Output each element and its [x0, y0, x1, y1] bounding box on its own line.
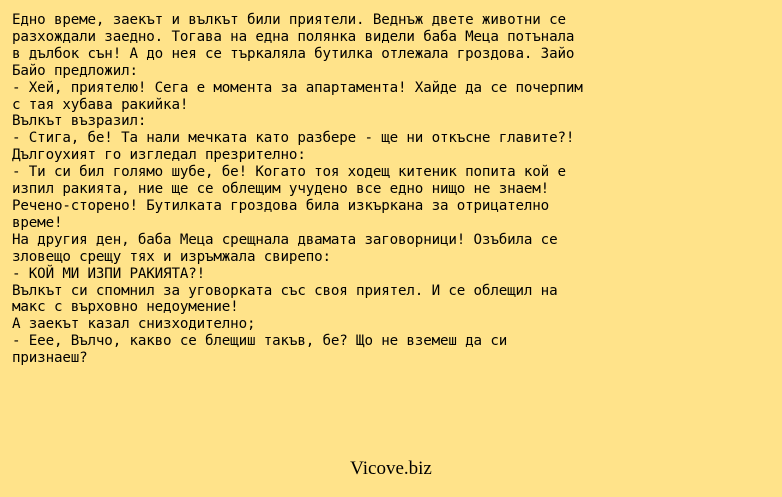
text-line: зловещо срещу тях и изръмжала свирепо: [12, 248, 331, 265]
text-line: - КОЙ МИ ИЗПИ РАКИЯТА?! [12, 265, 206, 282]
text-line: макс с върховно недоумение! [12, 299, 239, 316]
text-line: А заекът казал снизходително; [12, 316, 256, 333]
text-line: Дългоухият го изгледал презрително: [12, 147, 306, 164]
text-line: Вълкът възразил: [12, 113, 147, 130]
text-line: време! [12, 214, 63, 231]
text-line: изпил ракията, ние ще се облещим учудено все едно нищо не знаем! [12, 181, 550, 198]
text-line: Вълкът си спомнил за уговорката със своя приятел. И се облещил на [12, 282, 558, 299]
text-line: в дълбок сън! А до нея се търкаляла бутилка отлежала гроздова. Зайо [12, 45, 575, 62]
text-line: разхождали заедно. Тогава на една полянка видели баба Меца потънала [12, 28, 575, 45]
text-line: - Еее, Вълчо, какво се блещиш такъв, бе? Що не вземеш да си [12, 333, 508, 350]
text-line: - Стига, бе! Та нали мечката като разбере - ще ни откъсне главите?! [12, 130, 575, 147]
text-line: - Хей, приятелю! Сега е момента за апартамента! Хайде да се почерпим [12, 79, 583, 96]
text-line: Речено-сторено! Бутилката гроздова била изкъркана за отрицателно [12, 197, 550, 214]
site-footer: Vicove.biz [350, 458, 432, 479]
text-line: - Ти си бил голямо шубе, бе! Когато тоя ходещ китеник попита кой е [12, 164, 566, 181]
text-line: Байо предложил: [12, 62, 138, 79]
text-line: На другия ден, баба Меца срещнала двамата заговорници! Озъбила се [12, 231, 558, 248]
text-line: признаеш? [12, 350, 88, 367]
text-line: с тая хубава ракийка! [12, 96, 189, 113]
text-line: Едно време, заекът и вълкът били приятели. Веднъж двете животни се [12, 12, 566, 28]
joke-text [12, 12, 776, 367]
